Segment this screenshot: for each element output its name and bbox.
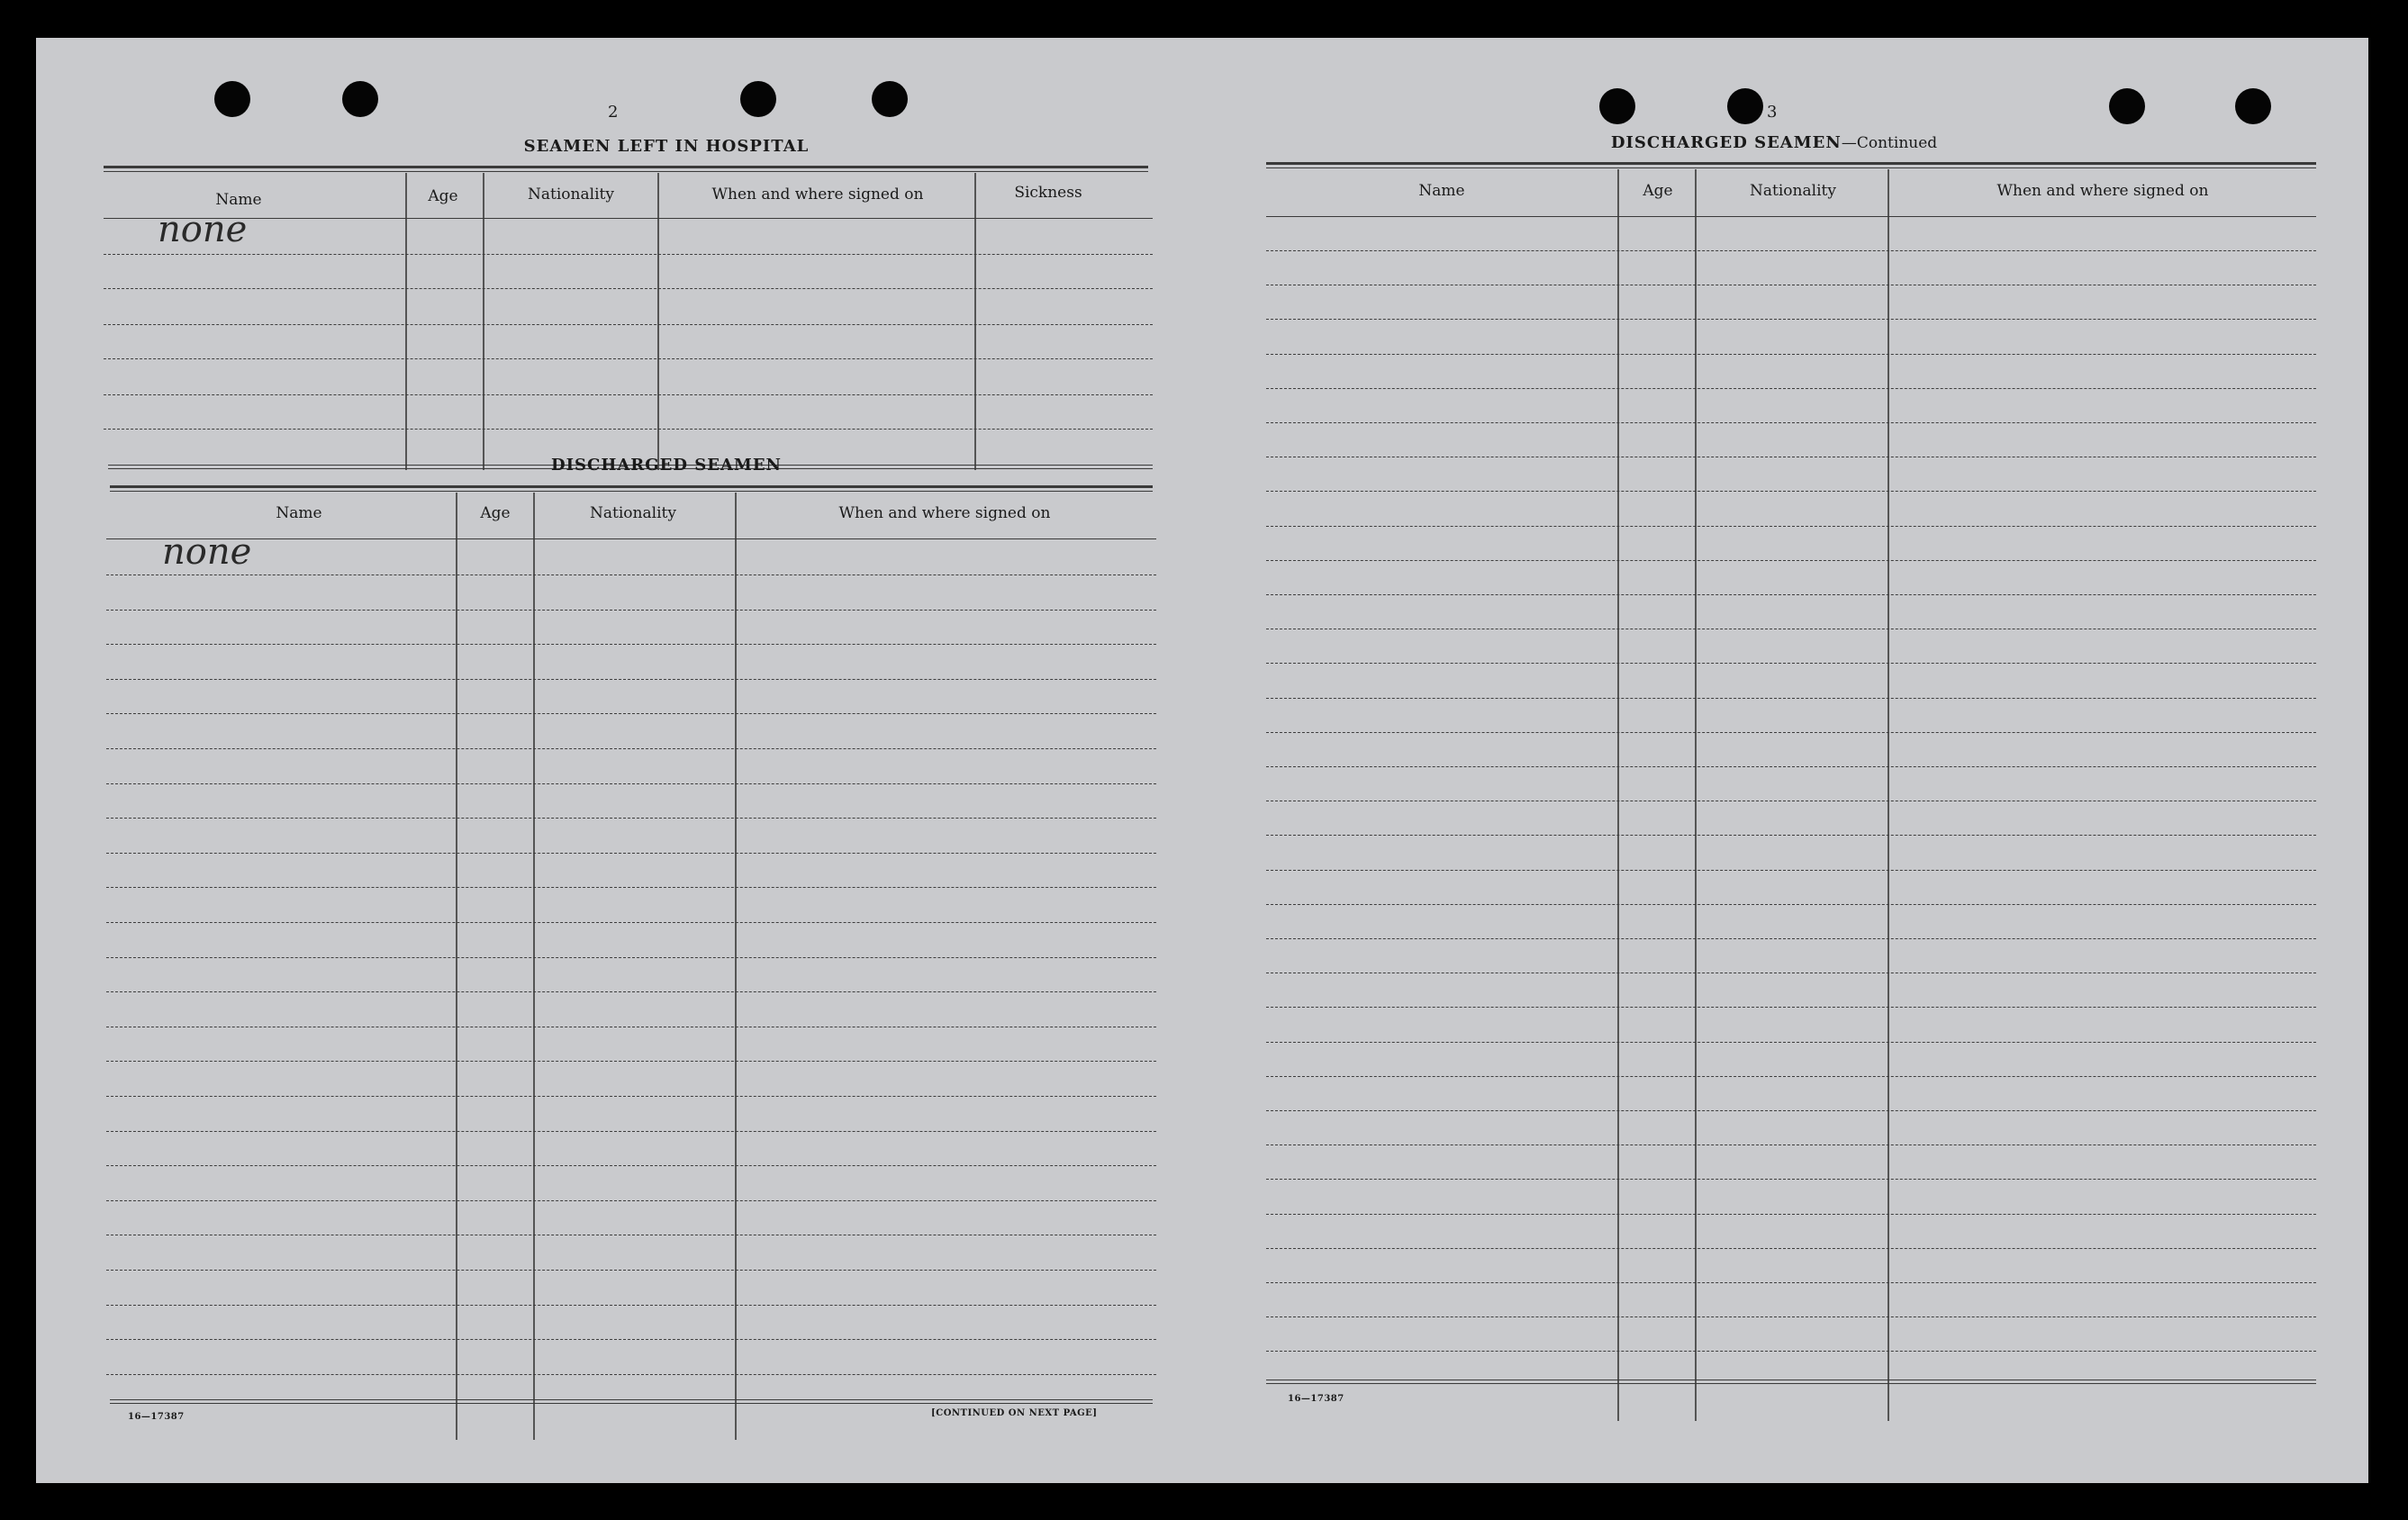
ruled-row-line bbox=[1266, 698, 2316, 699]
ruled-row-line bbox=[1266, 904, 2316, 905]
ruled-row-line bbox=[1266, 1007, 2316, 1008]
ruled-row-line bbox=[1266, 938, 2316, 939]
ruled-row-line bbox=[1266, 319, 2316, 320]
col-header-nationality: Nationality bbox=[590, 504, 676, 522]
hospital-top-rule bbox=[104, 166, 1148, 168]
punch-hole bbox=[1727, 88, 1763, 124]
ruled-row-line bbox=[106, 1270, 1156, 1271]
handwritten-none-discharged: none bbox=[162, 531, 252, 573]
ruled-row-line bbox=[1266, 1076, 2316, 1077]
ruled-row-line bbox=[106, 957, 1156, 958]
page-number: 2 bbox=[608, 103, 619, 122]
ruled-row-line bbox=[1266, 835, 2316, 836]
ruled-row-line bbox=[1266, 526, 2316, 527]
ruled-row-line bbox=[106, 1305, 1156, 1306]
ruled-row-line bbox=[1266, 491, 2316, 492]
punch-hole bbox=[2235, 88, 2271, 124]
ruled-row-line bbox=[1266, 388, 2316, 389]
ruled-row-line bbox=[106, 644, 1156, 645]
ruled-row-line bbox=[106, 818, 1156, 819]
ruled-row-line bbox=[106, 1165, 1156, 1166]
col-header-name: Name bbox=[215, 191, 262, 209]
ruled-row-line bbox=[106, 748, 1156, 749]
discharged-section-title: DISCHARGED SEAMEN bbox=[550, 456, 783, 475]
page-number: 3 bbox=[1767, 103, 1778, 122]
hospital-section-title: SEAMEN LEFT IN HOSPITAL bbox=[523, 137, 810, 156]
ruled-row-line bbox=[106, 1374, 1156, 1375]
punch-hole bbox=[740, 81, 776, 117]
col-header-nationality: Nationality bbox=[528, 185, 614, 204]
ruled-row-line bbox=[1266, 1351, 2316, 1352]
ruled-row-line bbox=[106, 1096, 1156, 1097]
ruled-row-line bbox=[106, 853, 1156, 854]
form-number: 16—17387 bbox=[128, 1412, 185, 1422]
col-header-when-where: When and where signed on bbox=[838, 504, 1051, 522]
ruled-row-line bbox=[1266, 663, 2316, 664]
col-header-when-where: When and where signed on bbox=[1996, 182, 2209, 200]
ruled-row-line bbox=[106, 1339, 1156, 1340]
ruled-row-line bbox=[1266, 766, 2316, 767]
ruled-row-line bbox=[106, 1061, 1156, 1062]
punch-hole bbox=[214, 81, 250, 117]
ruled-row-line bbox=[1266, 1110, 2316, 1111]
ruled-row-line bbox=[106, 783, 1156, 784]
ruled-row-line bbox=[1266, 560, 2316, 561]
ruled-row-line bbox=[1266, 422, 2316, 423]
handwritten-none-hospital: none bbox=[158, 209, 248, 250]
punch-hole bbox=[342, 81, 378, 117]
ruled-row-line bbox=[106, 1200, 1156, 1201]
ruled-row-line bbox=[1266, 1316, 2316, 1317]
ruled-row-line bbox=[106, 1131, 1156, 1132]
discharged-continued-title: DISCHARGED SEAMEN—Continued bbox=[1610, 133, 1938, 152]
ruled-row-line bbox=[106, 713, 1156, 714]
col-header-age: Age bbox=[480, 504, 511, 522]
col-header-name: Name bbox=[1418, 182, 1465, 200]
col-header-nationality: Nationality bbox=[1750, 182, 1836, 200]
ruled-row-line bbox=[106, 610, 1156, 611]
scanned-document bbox=[36, 38, 2368, 1483]
ruled-row-line bbox=[1266, 594, 2316, 595]
form-number: 16—17387 bbox=[1288, 1394, 1344, 1404]
punch-hole bbox=[1599, 88, 1635, 124]
ruled-row-line bbox=[1266, 1282, 2316, 1283]
ruled-row-line bbox=[1266, 1214, 2316, 1215]
punch-hole bbox=[872, 81, 908, 117]
ruled-row-line bbox=[1266, 732, 2316, 733]
punch-hole bbox=[2109, 88, 2145, 124]
ruled-row-line bbox=[1266, 1042, 2316, 1043]
ruled-row-line bbox=[1266, 870, 2316, 871]
ruled-row-line bbox=[106, 922, 1156, 923]
ruled-row-line bbox=[1266, 1179, 2316, 1180]
ruled-row-line bbox=[1266, 354, 2316, 355]
col-header-when-where: When and where signed on bbox=[711, 185, 924, 204]
ruled-row-line bbox=[106, 679, 1156, 680]
col-header-age: Age bbox=[428, 187, 458, 205]
col-header-sickness: Sickness bbox=[1014, 184, 1082, 202]
ruled-row-line bbox=[106, 887, 1156, 888]
ruled-row-line bbox=[106, 991, 1156, 992]
ruled-row-line bbox=[1266, 1248, 2316, 1249]
continued-note: [CONTINUED ON NEXT PAGE] bbox=[931, 1408, 1098, 1418]
col-header-age: Age bbox=[1643, 182, 1673, 200]
col-header-name: Name bbox=[276, 504, 322, 522]
ruled-row-line bbox=[1266, 250, 2316, 251]
